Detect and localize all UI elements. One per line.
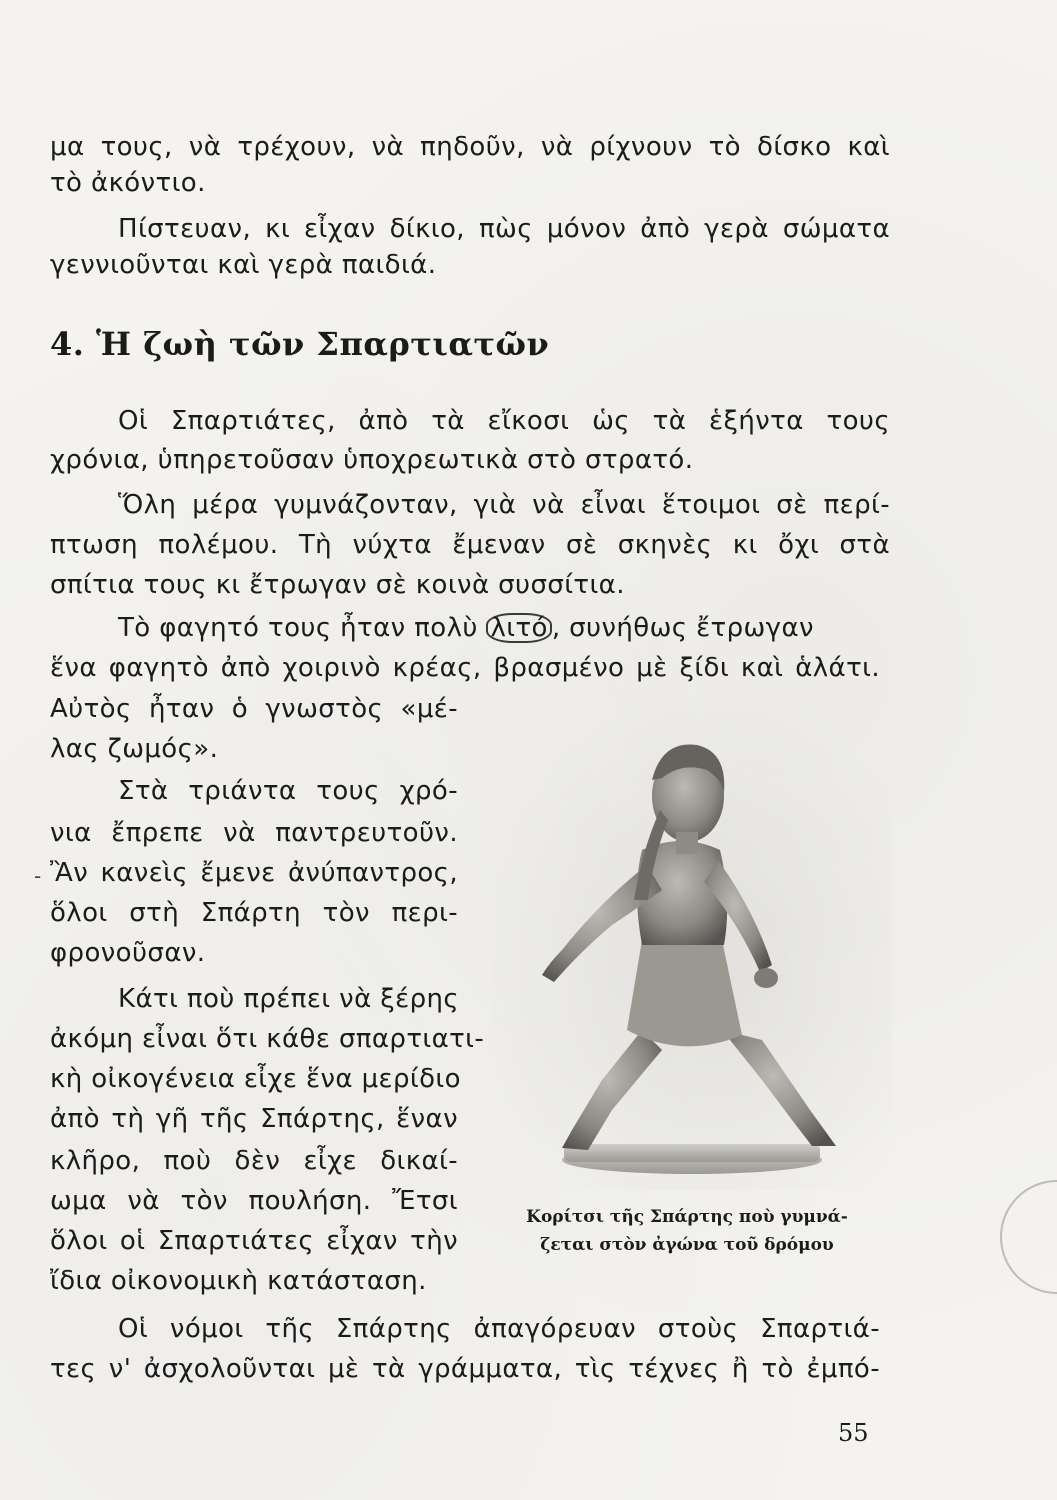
body-line: τες ν' ἀσχολοῦνται μὲ τὰ γράμματα, τὶς τέχνες ἢ τὸ ἐμπό- (50, 1354, 880, 1384)
body-line: ὅλοι στὴ Σπάρτη τὸν περι- (50, 898, 458, 928)
figure-caption-line: ζεται στὸν ἀγώνα τοῦ δρόμου (540, 1235, 834, 1255)
body-line: κὴ οἰκογένεια εἶχε ἕνα μερίδιο (50, 1064, 461, 1094)
body-line: Κάτι ποὺ πρέπει νὰ ξέρης (118, 984, 460, 1014)
body-line: φρονοῦσαν. (50, 938, 206, 968)
body-line (118, 613, 890, 643)
body-line: ἀπὸ τὴ γῆ τῆς Σπάρτης, ἕναν (50, 1104, 458, 1134)
body-line: Οἱ Σπαρτιάτες, ἀπὸ τὰ εἴκοσι ὡς τὰ ἑξήντα τους (118, 406, 890, 436)
body-line: νια ἔπρεπε νὰ παντρευτοῦν. (50, 818, 458, 848)
page-number: 55 (838, 1419, 869, 1447)
text-span: Τὸ φαγητό τους ἦταν πολὺ (118, 613, 487, 643)
circled-word: λιτό (486, 613, 551, 643)
body-line: Οἱ νόμοι τῆς Σπάρτης ἀπαγόρευαν στοὺς Σπαρτιά- (118, 1314, 880, 1344)
body-line: ἀκόμη εἶναι ὅτι κάθε σπαρτιατι- (50, 1024, 485, 1054)
body-line: χρόνια, ὑπηρετοῦσαν ὑποχρεωτικὰ στὸ στρατό. (50, 445, 694, 475)
body-line: μα τους, νὰ τρέχουν, νὰ πηδοῦν, νὰ ρίχνουν τὸ δίσκο καὶ (50, 132, 890, 162)
text-span: , συνήθως ἔτρωγαν (551, 613, 814, 643)
body-line: λας ζωμός». (50, 734, 219, 764)
body-line: Αὐτὸς ἦταν ὁ γνωστὸς «μέ- (50, 694, 458, 724)
body-line: ωμα νὰ τὸν πουλήση. Ἔτσι (50, 1186, 458, 1216)
body-line: ὅλοι οἱ Σπαρτιάτες εἶχαν τὴν (50, 1226, 458, 1256)
library-stamp (1000, 1180, 1057, 1294)
body-line: Πίστευαν, κι εἶχαν δίκιο, πὼς μόνον ἀπὸ γερὰ σώματα (118, 214, 890, 244)
body-line: Στὰ τριάντα τους χρό- (118, 776, 458, 806)
body-line: γεννιοῦνται καὶ γερὰ παιδιά. (50, 250, 437, 280)
body-line: ἕνα φαγητὸ ἀπὸ χοιρινὸ κρέας, βρασμένο μὲ ξίδι καὶ ἁλάτι. (50, 653, 880, 683)
body-line: σπίτια τους κι ἔτρωγαν σὲ κοινὰ συσσίτια. (50, 570, 625, 600)
section-heading: 4. Ἡ ζωὴ τῶν Σπαρτιατῶν (50, 325, 550, 363)
figure-caption-line: Κορίτσι τῆς Σπάρτης ποὺ γυμνά- (526, 1207, 848, 1227)
margin-pencil-mark: - (34, 864, 42, 888)
spartan-girl-statuette-image (492, 700, 892, 1190)
body-line: ἴδια οἰκονομικὴ κατάσταση. (50, 1266, 427, 1296)
body-line: κλῆρο, ποὺ δὲν εἶχε δικαί- (50, 1146, 458, 1176)
body-line: πτωση πολέμου. Τὴ νύχτα ἔμεναν σὲ σκηνὲς κι ὄχι στὰ (50, 530, 890, 560)
body-line: Ἂν κανεὶς ἔμενε ἀνύπαντρος, (50, 858, 458, 888)
body-line: Ὅλη μέρα γυμνάζονταν, γιὰ νὰ εἶναι ἕτοιμοι σὲ περί- (118, 490, 890, 520)
body-line: τὸ ἀκόντιο. (50, 168, 206, 198)
